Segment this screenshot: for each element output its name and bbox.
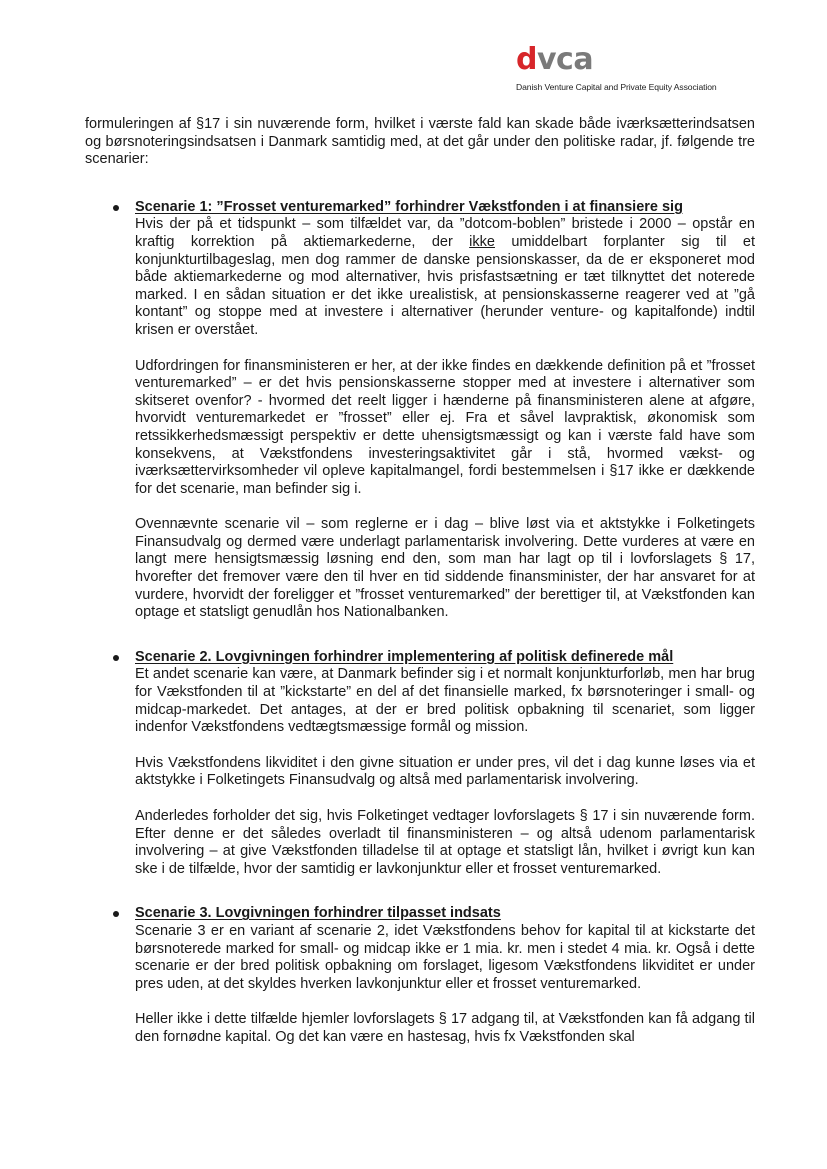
logo-letters-vca: vca xyxy=(536,42,594,77)
scenario-3-heading: Scenarie 3. Lovgivningen forhindrer tilpasset indsats xyxy=(135,905,501,922)
bullet-icon xyxy=(113,655,119,661)
scenario-3-paragraph-2: Heller ikke i dette tilfælde hjemler lovforslagets § 17 adgang til, at Vækstfonden kan få adgang til den fornødne kapital. Og det kan være en hastesag, hvis fx Vækstfonden skal xyxy=(135,1011,755,1045)
logo-letter-d: d xyxy=(516,42,537,77)
scenario-1-paragraph-1 xyxy=(135,216,755,339)
scenario-1-heading: Scenarie 1: ”Frosset venturemarked” forhindrer Vækstfonden i at finansiere sig xyxy=(135,198,683,215)
text-run: Hvis der på et tidspunkt – som tilfældet var, da ”dotcom-boblen” bristede i 2000 – opstår en kraftig korrektion på aktiemarkederne, der xyxy=(135,216,755,250)
logo-wordmark xyxy=(516,44,756,76)
bullet-icon xyxy=(113,911,119,917)
dvca-logo xyxy=(516,44,756,92)
bullet-icon xyxy=(113,205,119,211)
logo-tagline: Danish Venture Capital and Private Equity Association xyxy=(516,82,717,92)
scenario-2 xyxy=(85,649,755,879)
scenario-2-heading: Scenarie 2. Lovgivningen forhindrer implementering af politisk definerede mål xyxy=(135,648,674,665)
scenario-1 xyxy=(85,199,755,622)
scenario-3 xyxy=(85,905,755,1046)
scenario-2-paragraph-2: Hvis Vækstfondens likviditet i den givne situation er under pres, vil det i dag kunne løses via et aktstykke i Folketingets Finansudvalg og altså med parlamentarisk involvering. xyxy=(135,754,755,789)
document-body xyxy=(85,116,755,1074)
underlined-word: ikke xyxy=(469,233,495,250)
scenario-2-paragraph-3: Anderledes forholder det sig, hvis Folketinget vedtager lovforslagets § 17 i sin nuværende form. Efter denne er det således overladt til finansministeren – og altså udenom parlamentarisk involvering – at give Vækstfonden tilladelse til at optage et statsligt lån, hvilket i øvrigt kun kan ske i de tilfælde, hvor der samtidig er lavkonjunktur eller et frosset venturemarked. xyxy=(135,808,755,877)
text-run: umiddelbart forplanter sig til et konjunkturtilbageslag, men dog rammer de danske pensionskasser, da de er eksponeret mod både aktiemarkederne og mod alternativer, hvis prisfastsætning er tæt tilknyttet det noterede marked. I en sådan situation er det ikke urealistisk, at pensionskasserne reagerer ved at ”gå kontant” og stoppe med at investere i alternativer (herunder venture- og kapitalfonde) indtil krisen er overstået. xyxy=(135,233,755,338)
intro-paragraph: formuleringen af §17 i sin nuværende form, hvilket i værste fald kan skade både iværksætterindsatsen og børsnoteringsindsatsen i Danmark samtidig med, at det går under den politiske radar, jf. følgende tre scenarier: xyxy=(85,116,755,168)
scenario-3-paragraph-1: Scenarie 3 er en variant af scenarie 2, idet Vækstfondens behov for kapital til at kickstarte det børsnoterede marked for small- og midcap ikke er 1 mia. kr. men i stedet 4 mia. kr. Også i dette scenarie er der bred politisk opbakning om forslaget, ligesom Vækstfondens likviditet er under pres uden, at det skyldes hverken lavkonjunktur eller et frosset venturemarked. xyxy=(135,922,755,992)
scenario-1-paragraph-2: Udfordringen for finansministeren er her, at der ikke findes en dækkende definition på et ”frosset venturemarked” – er det hvis pensionskasserne stopper med at investere i alternativer som skitseret ovenfor? - hvormed det reelt ligger i hænderne på finansministeren alene at afgøre, hvorvidt venturemarkedet er ”frosset” eller ej. Fra et såvel lavpraktisk, økonomisk som retssikkerhedsmæssigt perspektiv er dette uhensigtsmæssigt og kan i værste fald have som konsekvens, at Vækstfondens investeringsaktivitet går i stå, hvormed vækst- og iværksættervirksomheder vil opleve kapitalmangel, fordi bestemmelsen i §17 ikke er dækkende for det scenarie, man befinder sig i. xyxy=(135,357,755,497)
scenario-1-paragraph-3: Ovennævnte scenarie vil – som reglerne er i dag – blive løst via et aktstykke i Folketingets Finansudvalg og dermed være underlagt parlamentarisk involvering. Dette vurderes at være en langt mere hensigtsmæssig løsning end den, som man har lagt op til i lovforslagets § 17, hvorefter det fremover være den til hver en tid siddende finansminister, der har ansvaret for at vurdere, hvorvidt der foreligger et ”frosset venturemarked” der berettiger til, at Vækstfonden kan optage et statsligt genudlån hos Nationalbanken. xyxy=(135,516,755,621)
scenario-2-paragraph-1: Et andet scenarie kan være, at Danmark befinder sig i et normalt konjunkturforløb, men har brug for Vækstfonden til at ”kickstarte” en del af det finansielle marked, fx børsnoteringer i small- og midcap-markedet. Det antages, at der er bred politisk opbakning til scenariet, som ligger indenfor Vækstfondens vedtægtsmæssige formål og mission. xyxy=(135,666,755,736)
